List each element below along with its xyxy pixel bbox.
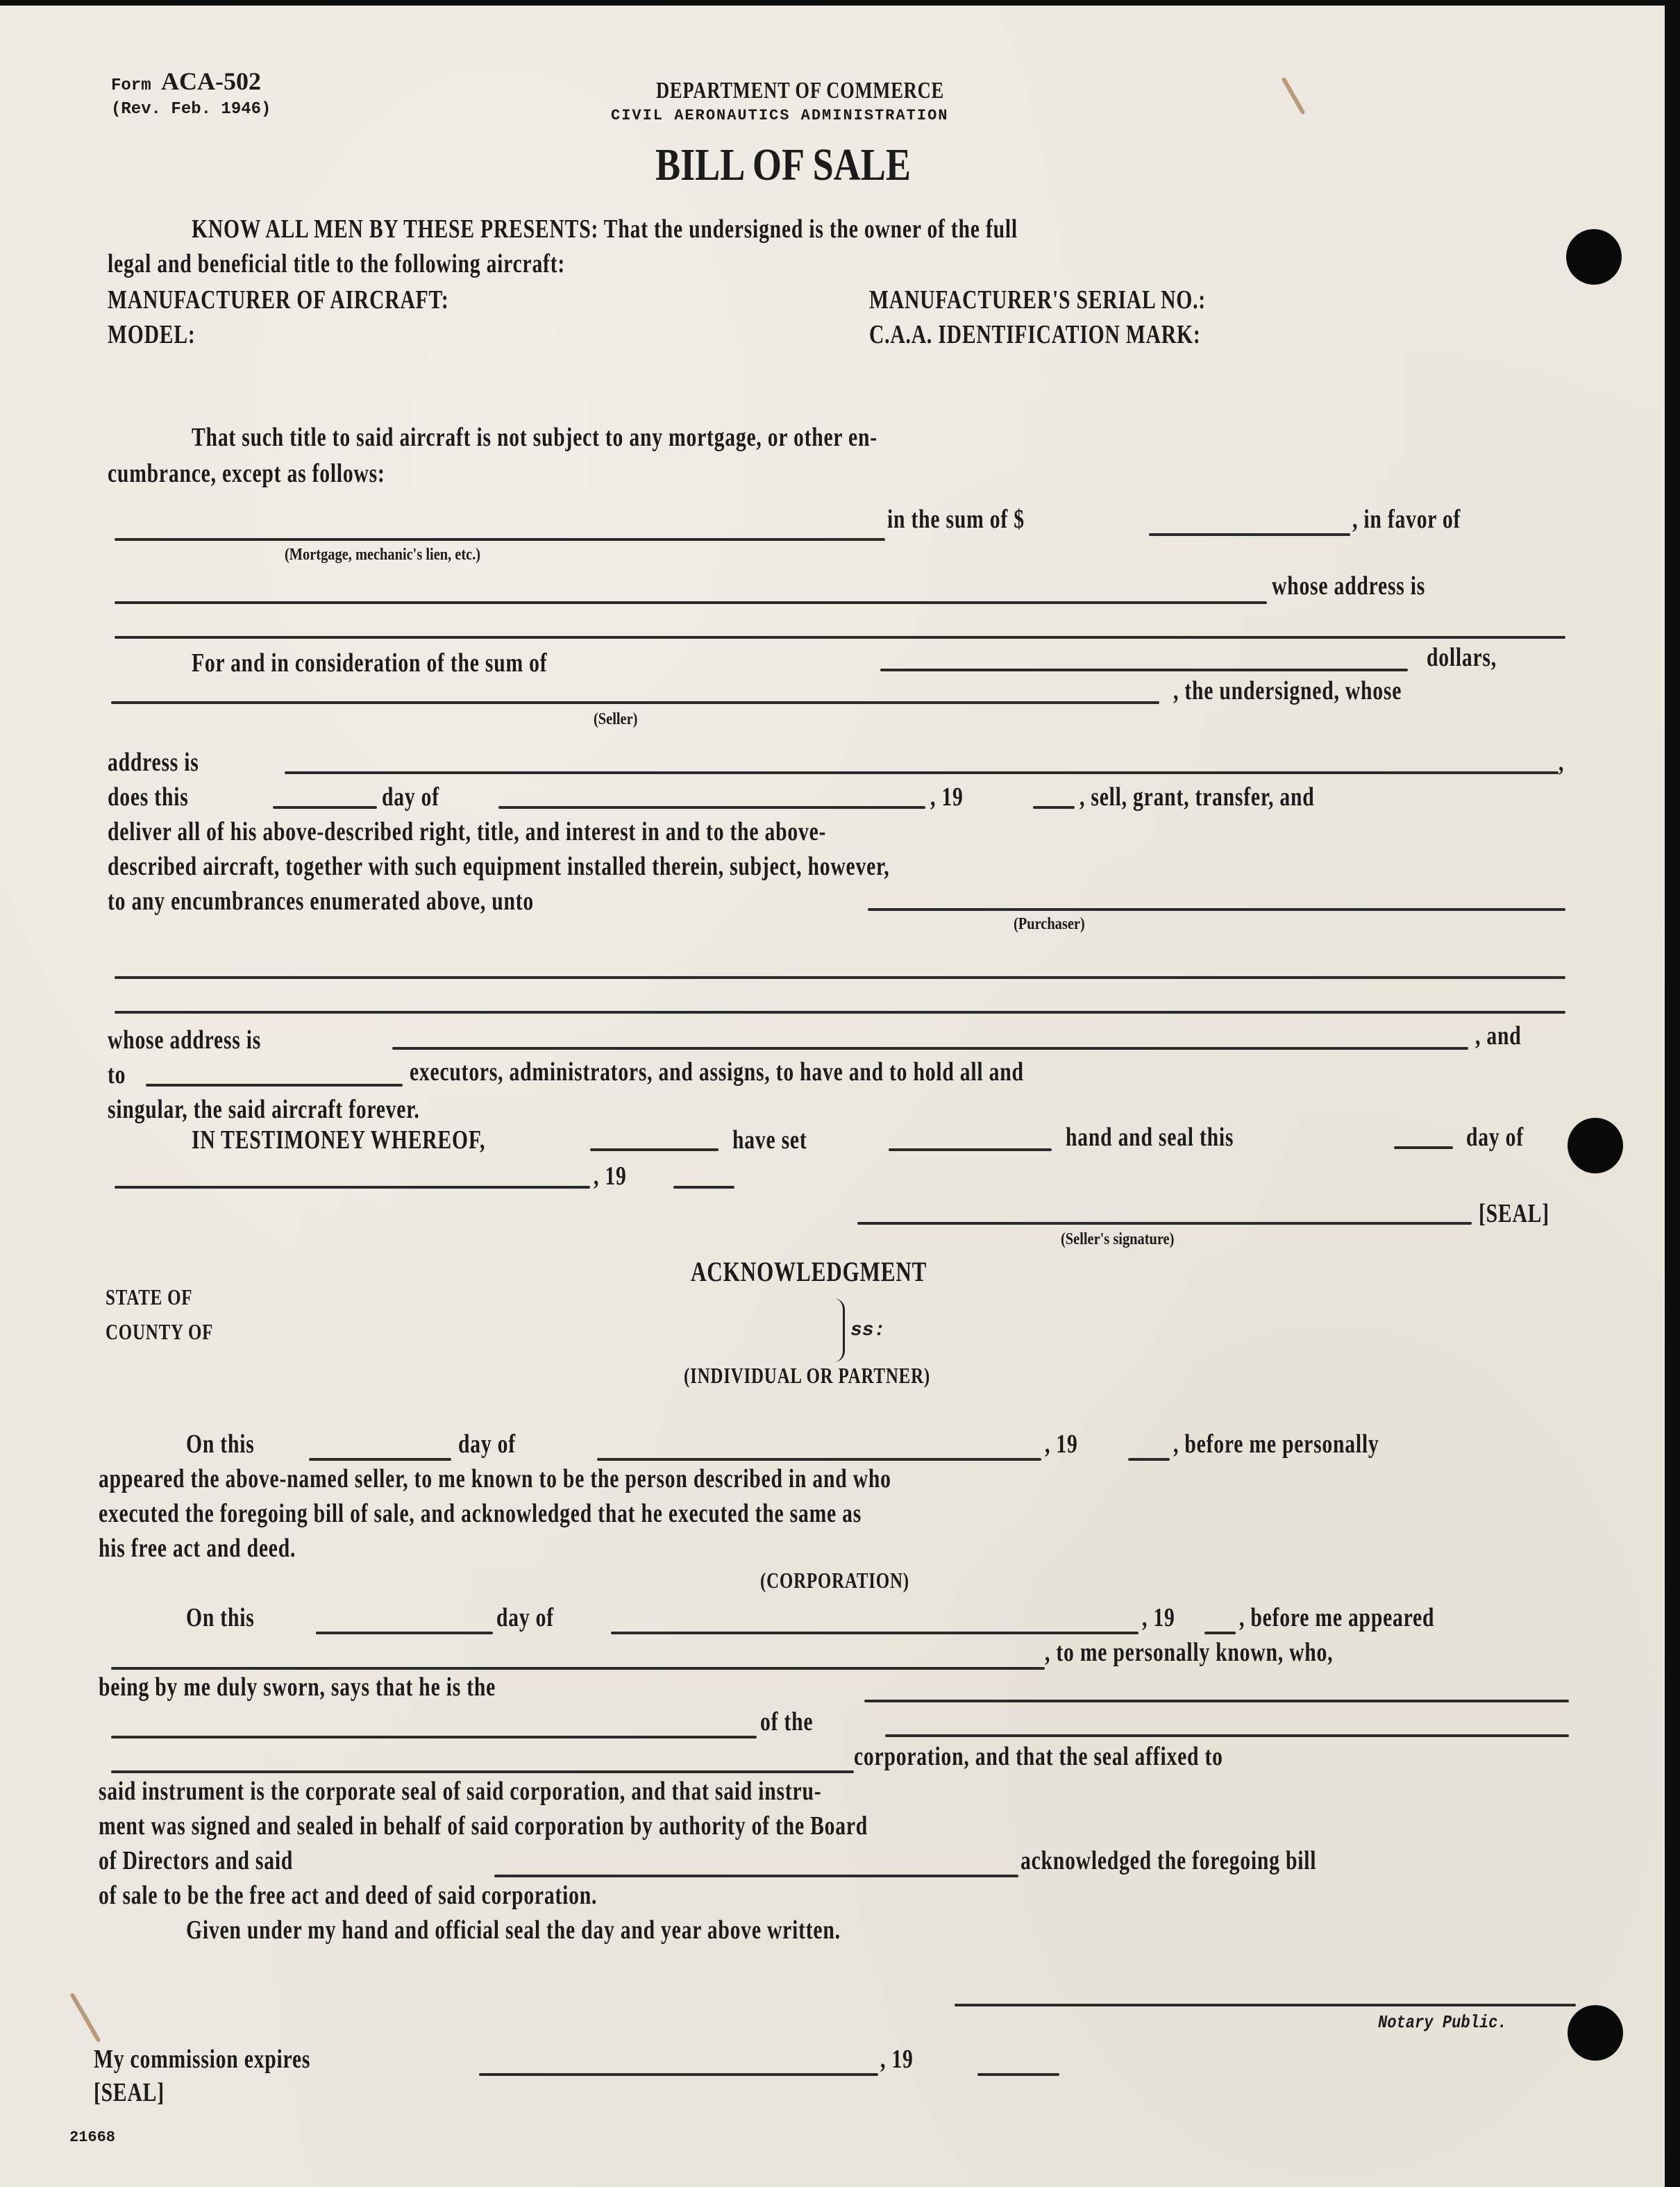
sum-label: in the sum of $ — [887, 505, 1025, 534]
seller-address-field[interactable] — [285, 771, 1559, 774]
ind-line-3: executed the foregoing bill of sale, and acknowledged that he executed the same as — [99, 1499, 862, 1528]
ss-label: ss: — [850, 1320, 886, 1341]
ind-month-field[interactable] — [597, 1458, 1041, 1461]
rust-stain — [1281, 77, 1305, 115]
corp-name-field-2[interactable] — [111, 1770, 854, 1773]
testimony-day-field[interactable] — [1394, 1146, 1453, 1149]
punch-hole-top — [1566, 229, 1622, 285]
and-label: , and — [1475, 1021, 1522, 1050]
corp-free-act: of sale to be the free act and deed of said corporation. — [99, 1881, 598, 1910]
given-under-seal: Given under my hand and official seal the day and year above written. — [186, 1916, 841, 1945]
hand-seal-label: hand and seal this — [1066, 1123, 1234, 1152]
described-line: described aircraft, together with such equipment installed therein, subject, however, — [108, 852, 890, 881]
corp-acknowledged: acknowledged the foregoing bill — [1020, 1846, 1317, 1875]
deliver-line: deliver all of his above-described right, title, and interest in and to the above- — [108, 817, 827, 846]
state-of-label: STATE OF — [106, 1284, 193, 1309]
consideration-sum-field[interactable] — [880, 669, 1408, 671]
intro-line-2: legal and beneficial title to the following aircraft: — [108, 249, 566, 278]
acknowledgment-title: ACKNOWLEDGMENT — [691, 1256, 927, 1287]
encumbrance-line-2: cumbrance, except as follows: — [108, 459, 385, 488]
to-label: to — [108, 1060, 126, 1089]
whose-address-label: whose address is — [1272, 571, 1426, 601]
caa-mark-label: C.A.A. IDENTIFICATION MARK: — [869, 320, 1201, 349]
corp-office-field[interactable] — [864, 1700, 1569, 1702]
print-code: 21668 — [69, 2129, 116, 2146]
encumbrance-sum-field[interactable] — [1149, 533, 1350, 536]
corp-sworn: being by me duly sworn, says that he is the — [99, 1673, 496, 1702]
form-id: ACA-502 — [161, 67, 261, 95]
ind-line-2: appeared the above-named seller, to me known to be the person described in and who — [99, 1464, 891, 1493]
corporation-caption: (CORPORATION) — [760, 1568, 909, 1593]
ind-year-field[interactable] — [1128, 1458, 1170, 1461]
testimony-month-field[interactable] — [115, 1186, 590, 1189]
corp-officer-name-field[interactable] — [111, 1667, 1045, 1670]
seller-address-label: address is — [108, 748, 199, 777]
seller-name-field[interactable] — [111, 701, 1159, 704]
day-of-label: day of — [382, 782, 439, 812]
testimony-year-prefix: , 19 — [594, 1162, 627, 1191]
corp-on-this: On this — [186, 1603, 255, 1632]
county-of-label: COUNTY OF — [106, 1319, 214, 1344]
commission-year-field[interactable] — [977, 2073, 1059, 2076]
corp-day-field[interactable] — [316, 1632, 493, 1634]
corp-of-the: of the — [760, 1707, 814, 1736]
notary-signature-field[interactable] — [955, 2004, 1576, 2006]
corp-ment-line: ment was signed and sealed in behalf of said corporation by authority of the Board — [99, 1811, 868, 1841]
commission-date-field[interactable] — [479, 2073, 878, 2076]
notary-seal: [SEAL] — [94, 2078, 165, 2107]
encumbrance-address-field[interactable] — [115, 636, 1565, 639]
corp-directors: of Directors and said — [99, 1846, 294, 1875]
corp-year-prefix: , 19 — [1142, 1603, 1175, 1632]
purchaser-name-field-3[interactable] — [115, 1011, 1565, 1014]
consideration-label: For and in consideration of the sum of — [192, 648, 548, 678]
heirs-field[interactable] — [146, 1084, 403, 1087]
purchaser-caption: (Purchaser) — [1014, 915, 1085, 933]
seller-signature-field[interactable] — [857, 1222, 1472, 1225]
corp-month-field[interactable] — [611, 1632, 1139, 1634]
testimony-label: IN TESTIMONEY WHEREOF, — [192, 1125, 486, 1155]
corp-corporation-text: corporation, and that the seal affixed to — [854, 1742, 1223, 1771]
testimony-pronoun-field[interactable] — [889, 1148, 1052, 1151]
punch-hole-middle — [1568, 1118, 1623, 1173]
individual-caption: (INDIVIDUAL OR PARTNER) — [684, 1363, 930, 1388]
seller-seal: [SEAL] — [1479, 1199, 1549, 1228]
sell-grant-text: , sell, grant, transfer, and — [1080, 782, 1315, 812]
ind-year-prefix: , 19 — [1045, 1430, 1078, 1459]
ind-line-4: his free act and deed. — [99, 1534, 296, 1563]
have-set-label: have set — [732, 1125, 807, 1155]
purchaser-address-field[interactable] — [392, 1047, 1468, 1050]
form-prefix: Form — [111, 76, 151, 95]
agency-name: CIVIL AERONAUTICS ADMINISTRATION — [611, 107, 949, 124]
executors-text: executors, administrators, and assigns, to have and to hold all and — [410, 1057, 1024, 1087]
page-title: BILL OF SALE — [655, 140, 911, 190]
unto-line: to any encumbrances enumerated above, unto — [108, 887, 535, 916]
year-prefix: , 19 — [930, 782, 964, 812]
corp-name-field[interactable] — [885, 1734, 1569, 1737]
testimony-day-of: day of — [1466, 1123, 1524, 1152]
encumbrance-holder-field[interactable] — [115, 601, 1267, 604]
model-label: MODEL: — [108, 320, 196, 349]
testimony-year-field[interactable] — [673, 1186, 734, 1189]
purchaser-name-field-2[interactable] — [115, 976, 1565, 979]
seller-caption: (Seller) — [594, 710, 638, 728]
encumbrance-line-1: That such title to said aircraft is not subject to any mortgage, or other en- — [192, 423, 877, 452]
notary-public-caption: Notary Public. — [1378, 2012, 1507, 2033]
purchaser-address-label: whose address is — [108, 1025, 262, 1055]
purchaser-name-field[interactable] — [868, 908, 1565, 911]
commission-expires-label: My commission expires — [94, 2045, 311, 2074]
undersigned-label: , the undersigned, whose — [1173, 676, 1402, 705]
corp-known: , to me personally known, who, — [1045, 1638, 1334, 1667]
ind-day-field[interactable] — [309, 1458, 451, 1461]
sale-year-field[interactable] — [1033, 806, 1075, 809]
ind-on-this: On this — [186, 1430, 255, 1459]
encumbrance-type-caption: (Mortgage, mechanic's lien, etc.) — [285, 546, 481, 564]
encumbrance-type-field[interactable] — [115, 538, 885, 541]
brace-symbol — [833, 1298, 845, 1362]
form-revision: (Rev. Feb. 1946) — [111, 100, 271, 119]
department-name: DEPARTMENT OF COMMERCE — [656, 78, 945, 103]
singular-text: singular, the said aircraft forever. — [108, 1095, 420, 1124]
serial-number-label: MANUFACTURER'S SERIAL NO.: — [869, 285, 1206, 315]
intro-line-1: KNOW ALL MEN BY THESE PRESENTS: That the undersigned is the owner of the full — [192, 215, 1018, 244]
favor-label: , in favor of — [1352, 505, 1461, 534]
commission-year-prefix: , 19 — [880, 2045, 914, 2074]
comma: , — [1559, 748, 1565, 777]
does-this-label: does this — [108, 782, 189, 812]
form-number — [111, 67, 261, 96]
ind-before-me: , before me personally — [1173, 1430, 1379, 1459]
sale-day-field[interactable] — [273, 806, 377, 809]
manufacturer-label: MANUFACTURER OF AIRCRAFT: — [108, 285, 449, 315]
ind-day-of: day of — [458, 1430, 516, 1459]
corp-year-field[interactable] — [1204, 1632, 1236, 1634]
testimony-party-field[interactable] — [590, 1148, 719, 1151]
corp-day-of: day of — [496, 1603, 554, 1632]
document-page — [0, 6, 1665, 2187]
corp-officer-ack-field[interactable] — [494, 1875, 1018, 1877]
dollars-label: dollars, — [1427, 643, 1497, 672]
sale-month-field[interactable] — [498, 806, 925, 809]
corp-office-field-2[interactable] — [111, 1736, 757, 1738]
corp-before-me: , before me appeared — [1239, 1603, 1435, 1632]
rust-stain — [69, 1993, 101, 2043]
seller-signature-caption: (Seller's signature) — [1061, 1230, 1175, 1248]
corp-instrument-line: said instrument is the corporate seal of said corporation, and that said instru- — [99, 1777, 822, 1806]
punch-hole-bottom — [1568, 2005, 1623, 2061]
